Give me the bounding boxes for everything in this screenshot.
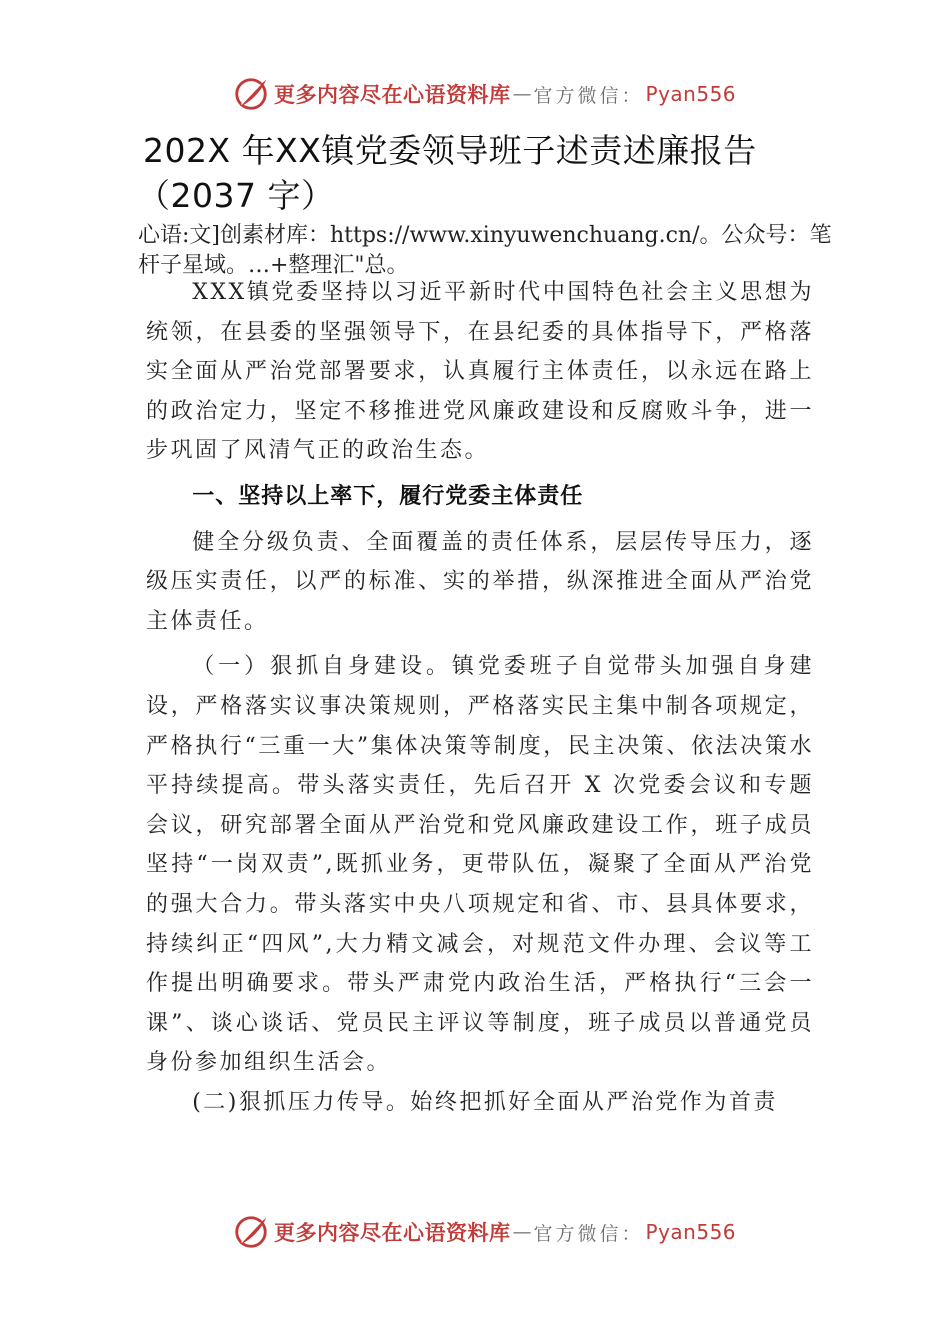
banner-wechat-label: 官方微信： [533, 1222, 644, 1245]
section-1-heading: 一、坚持以上率下，履行党委主体责任 [192, 483, 584, 509]
banner-wechat-id: Pyan556 [645, 82, 737, 106]
document-body [146, 273, 814, 1122]
intro-paragraph: XXX镇党委坚持以习近平新时代中国特色社会主义思想为统领，在县委的坚强领导下，在县纪委的具体指导下，严格落实全面从严治党部署要求，认真履行主体责任，以永远在路上的政治定力，坚定不移推进党风廉政建设和反腐败斗争，进一步巩固了风清气正的政治生态。 [146, 280, 814, 464]
source-note: 心语:文]创素材库：https://www.xinyuwenchuang.cn/。公众号：笔杆子星域。…+整理汇"总。 [138, 223, 832, 278]
title-line-2: （2037 字） [137, 176, 335, 215]
banner-separator: — [512, 1221, 532, 1243]
banner-wechat-id: Pyan556 [645, 1220, 737, 1244]
header-banner [232, 74, 736, 114]
document-title [137, 128, 843, 218]
title-line-1: 202X 年XX镇党委领导班子述责述廉报告 [143, 131, 757, 170]
footer-banner [232, 1212, 736, 1252]
banner-lead-text: 更多内容尽在心语资料库 [274, 83, 511, 107]
item-1-paragraph: （一）狠抓自身建设。镇党委班子自觉带头加强自身建设，严格落实议事决策规则，严格落实民主集中制各项规定，严格执行“三重一大”集体决策等制度，民主决策、依法决策水平持续提高。带头落实责任，先后召开 X 次党委会议和专题会议，研究部署全面从严治党和党风廉政建设工作，班子成员坚持“一岗双责”,既抓业务，更带队伍，凝聚了全面从严治党的强大合力。带头落实中央八项规定和省、市、县具体要求，持续纠正“四风”,大力精文减会，对规范文件办理、会议等工作提出明确要求。带头严肃党内政治生活，严格执行“三会一课”、谈心谈话、党员民主评议等制度，班子成员以普通党员身份参加组织生活会。 [146, 654, 814, 1076]
section-1-intro: 健全分级负责、全面覆盖的责任体系，层层传导压力，逐级压实责任，以严的标准、实的举措，纵深推进全面从严治党主体责任。 [146, 529, 814, 634]
quill-logo-icon [232, 75, 270, 113]
banner-wechat-label: 官方微信： [533, 84, 644, 107]
banner-separator: — [512, 83, 532, 105]
banner-lead-text: 更多内容尽在心语资料库 [274, 1221, 511, 1245]
item-2-paragraph: (二)狠抓压力传导。始终把抓好全面从严治党作为首责 [192, 1089, 778, 1115]
quill-logo-icon [232, 1213, 270, 1251]
